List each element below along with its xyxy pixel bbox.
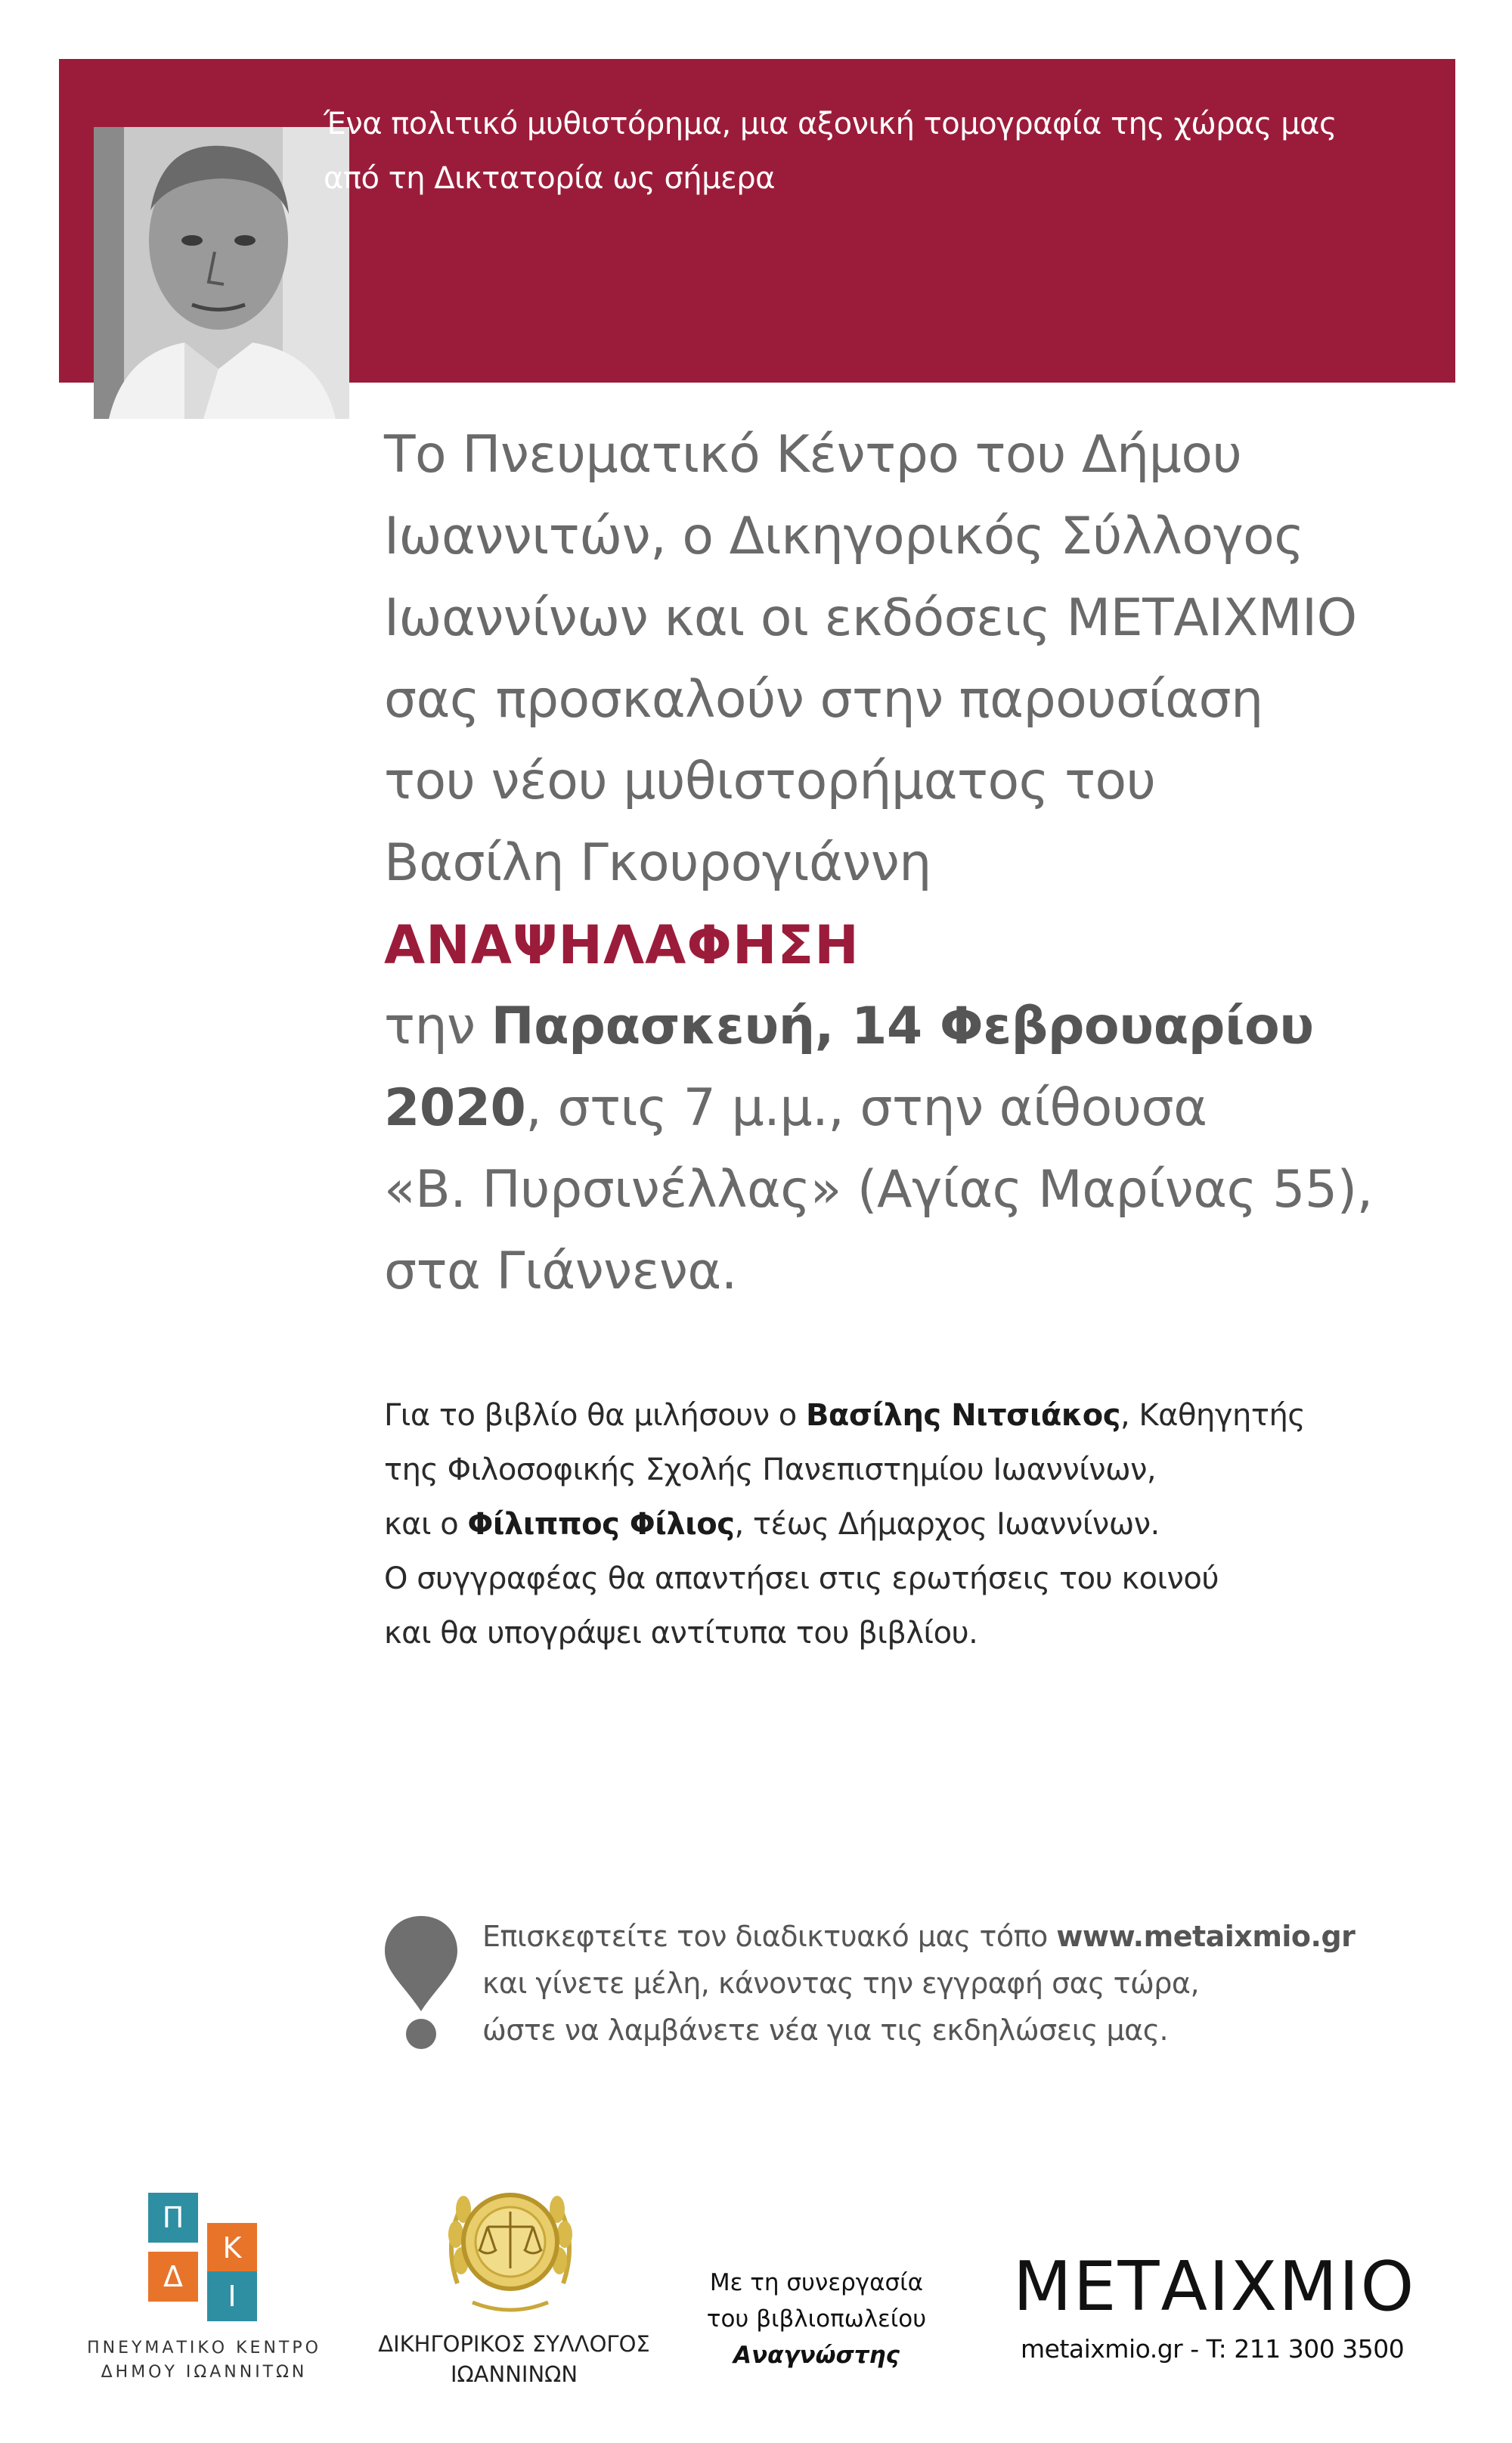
speaker-2-name: Φίλιππος Φίλιος	[467, 1507, 735, 1542]
banner-tagline	[324, 97, 1382, 206]
speaker-1-name: Βασίλης Νιτσιάκος	[805, 1398, 1120, 1433]
event-time: , στις 7 μ.μ., στην αίθουσα	[525, 1078, 1207, 1138]
details-line-1	[384, 1388, 1442, 1443]
publisher-contact: metaixmio.gr - T: 211 300 3500	[1021, 2334, 1405, 2364]
event-date-line	[384, 986, 1442, 1068]
partner-line-1: Με τη συνεργασία	[709, 2269, 924, 2296]
event-date: Παρασκευή, 14 Φεβρουαρίου	[491, 997, 1314, 1056]
seal-caption-line-1: ΔΙΚΗΓΟΡΙΚΟΣ ΣΥΛΛΟΓΟΣ	[378, 2331, 650, 2357]
banner-tagline-line-1: Ένα πολιτικό μυθιστόρημα, μια αξονική τομογραφία της χώρας μας	[324, 107, 1337, 141]
event-time-line	[384, 1068, 1442, 1149]
partnership-note	[673, 2265, 960, 2373]
seal-caption-line-2: ΙΩΑΝΝΙΝΩΝ	[450, 2361, 578, 2387]
exclamation-icon	[382, 1913, 460, 2049]
speakers-details	[384, 1388, 1442, 1660]
speaker-1-role: , Καθηγητής	[1120, 1398, 1306, 1433]
event-year: 2020	[384, 1078, 526, 1138]
publisher-logo: ΜΕΤΑΙΧΜΙΟ	[1013, 2247, 1416, 2327]
bar-association-caption	[363, 2329, 665, 2389]
website-link[interactable]: www.metaixmio.gr	[1056, 1920, 1356, 1953]
banner-tagline-line-2: από τη Δικτατορία ως σήμερα	[324, 161, 775, 196]
book-title: ΑΝΑΨΗΛΑΦΗΣΗ	[384, 914, 860, 976]
details-text: και ο	[384, 1507, 468, 1542]
details-line-3	[384, 1497, 1442, 1552]
bar-association-seal	[427, 2170, 593, 2321]
notice-line-3: ώστε να λαμβάνετε νέα για τις εκδηλώσεις μας.	[482, 2014, 1169, 2047]
pki-letter-4: Ι	[228, 2280, 237, 2313]
date-prefix: την	[384, 997, 491, 1056]
speaker-2-role: , τέως Δήμαρχος Ιωαννίνων.	[734, 1507, 1160, 1542]
notice-line-2: και γίνετε μέλη, κάνοντας την εγγραφή σας τώρα,	[482, 1967, 1200, 2000]
invitation-text	[384, 414, 1442, 1313]
intro-line-3: Ιωαννίνων και οι εκδόσεις ΜΕΤΑΙΧΜΙΟ	[384, 588, 1357, 648]
intro-line-5: του νέου μυθιστορήματος του	[384, 752, 1156, 811]
pki-letter-1: Π	[162, 2201, 184, 2234]
bookshop-name: Αναγνώστης	[733, 2342, 900, 2369]
website-notice	[482, 1913, 1465, 2054]
details-line-2: της Φιλοσοφικής Σχολής Πανεπιστημίου Ιωαννίνων,	[384, 1452, 1157, 1487]
pki-caption-line-2: ΔΗΜΟΥ ΙΩΑΝΝΙΤΩΝ	[101, 2363, 308, 2382]
event-city: στα Γιάννενα.	[384, 1242, 737, 1301]
pki-caption	[68, 2336, 340, 2385]
pki-letter-3: Δ	[163, 2260, 183, 2293]
event-venue: «Β. Πυρσινέλλας» (Αγίας Μαρίνας 55),	[384, 1160, 1373, 1220]
author-name: Βασίλη Γκουρογιάννη	[384, 833, 931, 893]
pki-letter-2: Κ	[222, 2231, 242, 2265]
notice-line-1	[482, 1913, 1465, 1960]
pki-logo	[148, 2193, 262, 2321]
details-line-4: Ο συγγραφέας θα απαντήσει στις ερωτήσεις του κοινού	[384, 1561, 1219, 1596]
intro-line-4: σας προσκαλούν στην παρουσίαση	[384, 670, 1263, 730]
author-photo	[94, 127, 349, 419]
details-line-5: και θα υπογράψει αντίτυπα του βιβλίου.	[384, 1616, 978, 1651]
details-text: Για το βιβλίο θα μιλήσουν ο	[384, 1398, 806, 1433]
intro-line-2: Ιωαννιτών, ο Δικηγορικός Σύλλογος	[384, 507, 1304, 566]
pki-caption-line-1: ΠΝΕΥΜΑΤΙΚΟ ΚΕΝΤΡΟ	[87, 2339, 321, 2358]
partner-line-2: του βιβλιοπωλείου	[706, 2305, 927, 2333]
intro-line-1: Το Πνευματικό Κέντρο του Δήμου	[384, 425, 1242, 485]
notice-text: Επισκεφτείτε τον διαδικτυακό μας τόπο	[482, 1920, 1057, 1953]
